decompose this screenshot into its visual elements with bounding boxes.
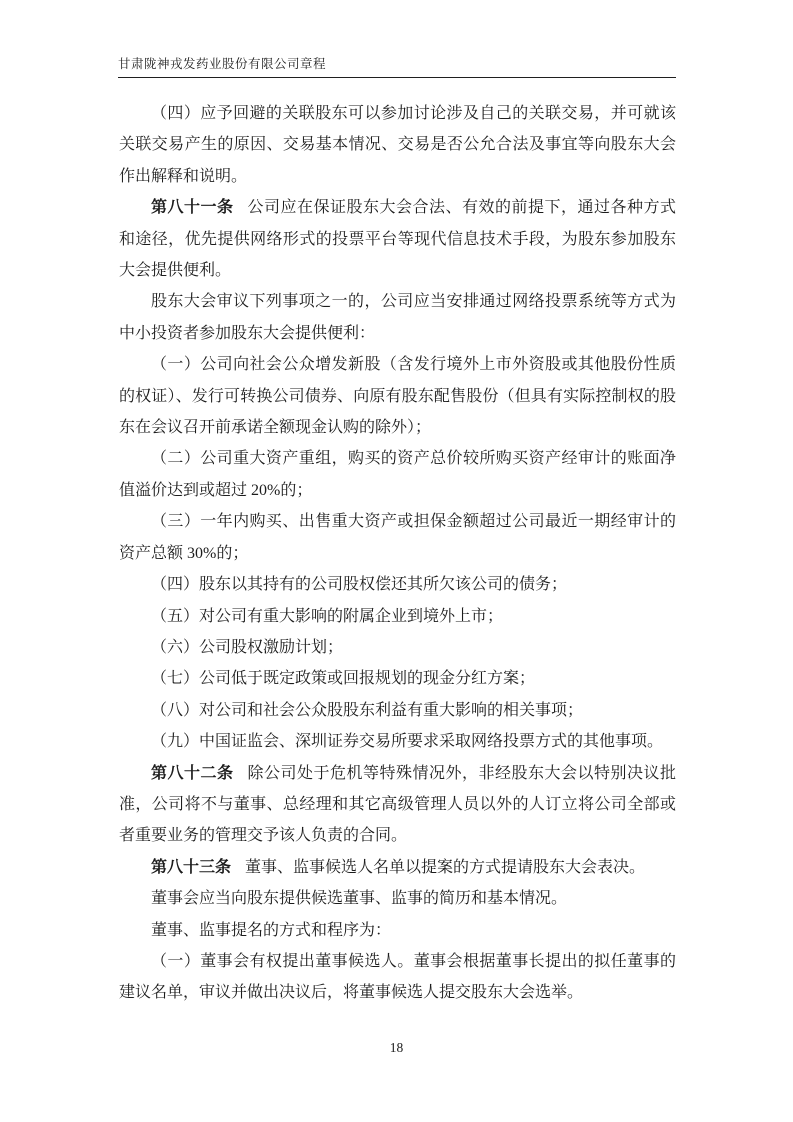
list-item-7: （七）公司低于既定政策或回报规划的现金分红方案； [151,670,536,688]
list-item-8: （八）对公司和社会公众股股东利益有重大影响的相关事项； [151,701,584,719]
list-item-5: （五）对公司有重大影响的附属企业到境外上市； [151,607,504,625]
list-item-6: （六）公司股权激励计划； [151,638,344,656]
nomination-procedure-intro: 董事、监事提名的方式和程序为： [151,921,392,939]
clause-related-shareholder: （四）应予回避的关联股东可以参加讨论涉及自己的关联交易，并可就该关联交易产生的原因、交易基本情况、交易是否公允合法及事宜等向股东大会作出解释和说明。 [119,105,676,185]
article-82-text: 除公司处于危机等特殊情况外，非经股东大会以特别决议批准，公司将不与董事、总经理和其它高级管理人员以外的人订立将公司全部或者重要业务的管理交予该人负责的合同。 [119,764,676,845]
article-82-number: 第八十二条 [151,764,234,782]
page-header [118,54,676,78]
article-81 [119,192,676,286]
page-number: 18 [389,1040,404,1055]
list-item-2: （二）公司重大资产重组，购买的资产总价较所购买资产经审计的账面净值溢价达到或超过 20%的； [119,450,676,499]
nomination-item-1: （一）董事会有权提出董事候选人。董事会根据董事长提出的拟任董事的建议名单，审议并做出决议后，将董事候选人提交股东大会选举。 [119,952,676,1002]
article-83-text: 董事、监事候选人名单以提案的方式提请股东大会表决。 [245,858,646,876]
article-81-text: 公司应在保证股东大会合法、有效的前提下，通过各种方式和途径，优先提供网络形式的投票平台等现代信息技术手段，为股东参加股东大会提供便利。 [119,199,676,280]
network-voting-intro: 股东大会审议下列事项之一的，公司应当安排通过网络投票系统等方式为中小投资者参加股东大会提供便利： [119,293,676,342]
article-83 [119,852,676,883]
article-82 [119,758,676,852]
list-item-4: （四）股东以其持有的公司股权偿还其所欠该公司的债务； [151,576,568,594]
list-item-9: （九）中国证监会、深圳证券交易所要求采取网络投票方式的其他事项。 [151,733,664,751]
list-item-3: （三）一年内购买、出售重大资产或担保金额超过公司最近一期经审计的资产总额 30%的； [119,513,676,562]
header-divider [118,77,676,78]
article-81-number: 第八十一条 [151,199,234,217]
document-body [119,98,676,1009]
article-83-number: 第八十三条 [151,858,232,876]
board-resume-paragraph: 董事会应当向股东提供候选董事、监事的简历和基本情况。 [151,890,568,908]
list-item-1: （一）公司向社会公众增发新股（含发行境外上市外资股或其他股份性质的权证）、发行可转换公司债券、向原有股东配售股份（但具有实际控制权的股东在会议召开前承诺全额现金认购的除外）； [119,356,676,437]
page-header-title: 甘肃陇神戎发药业股份有限公司章程 [118,57,327,71]
